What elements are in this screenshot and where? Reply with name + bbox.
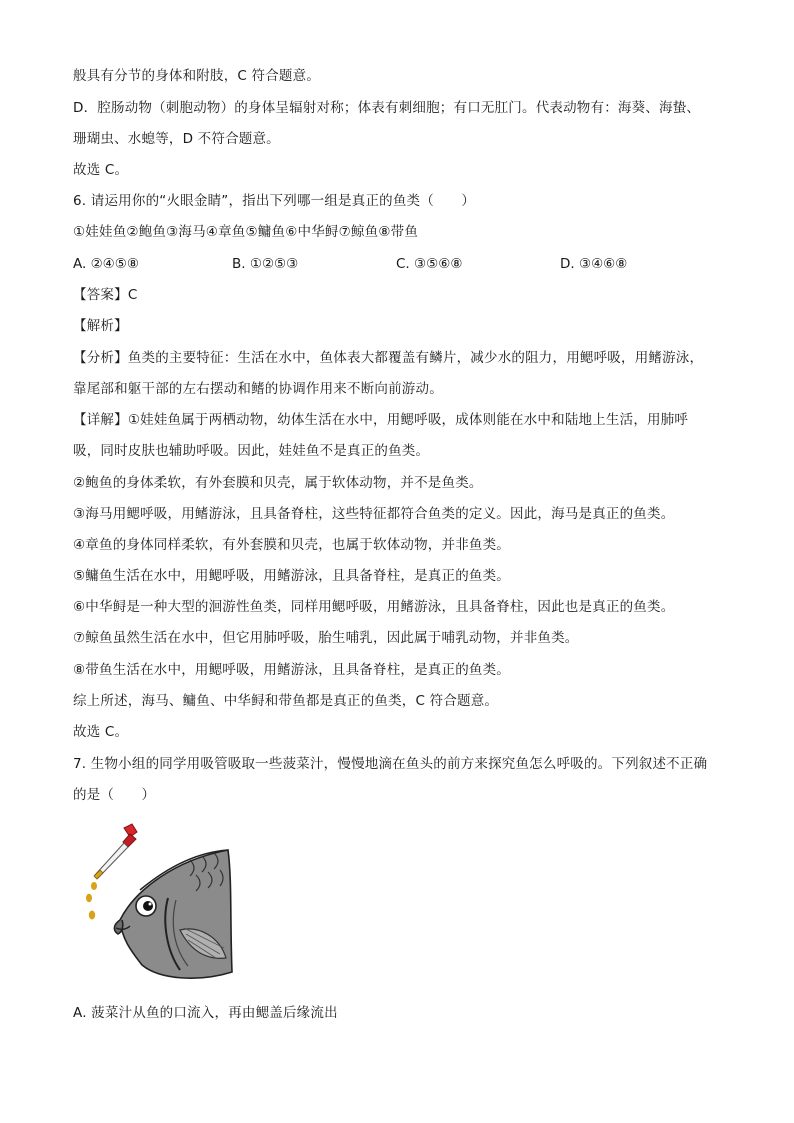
q7-option-a: A. 菠菜汁从鱼的口流入，再由鳃盖后缘流出 <box>73 1005 338 1021</box>
answer-value: C <box>127 287 138 303</box>
prev-choose: 故选 C。 <box>73 162 129 178</box>
q6-stem: 6. 请运用你的“火眼金睛”，指出下列哪一组是真正的鱼类（ ） <box>73 193 476 209</box>
detail-line-2: 吸，同时皮肤也辅助呼吸。因此，娃娃鱼不是真正的鱼类。 <box>73 443 430 459</box>
q6-choose: 故选 C。 <box>73 724 129 740</box>
q6-option-c: C. ③⑤⑥⑧ <box>396 256 463 272</box>
dropper-icon <box>94 824 137 879</box>
detail-label: 【详解】 <box>73 412 128 428</box>
fish-dropper-figure <box>80 820 240 990</box>
answer-tag: 【答案】 <box>73 287 128 303</box>
detail-item: ④章鱼的身体同样柔软，有外套膜和贝壳，也属于软体动物，并非鱼类。 <box>73 537 511 553</box>
q7-stem-line-1: 7. 生物小组的同学用吸管吸取一些菠菜汁，慢慢地滴在鱼头的前方来探究鱼怎么呼吸的。下列叙述不正确 <box>73 756 708 772</box>
analysis-tag: 【解析】 <box>73 318 128 334</box>
detail-item: ⑧带鱼生活在水中，用鳃呼吸，用鳍游泳，且具备脊柱，是真正的鱼类。 <box>73 662 511 678</box>
analysis-line-1 <box>73 348 703 368</box>
analysis-text-1: 鱼类的主要特征：生活在水中，鱼体表大都覆盖有鳞片，减少水的阻力，用鳃呼吸，用鳍游泳， <box>127 350 704 366</box>
detail-item: ③海马用鳃呼吸，用鳍游泳，且具备脊柱，这些特征都符合鱼类的定义。因此，海马是真正的鱼类。 <box>73 506 675 522</box>
detail-item: ⑦鲸鱼虽然生活在水中，但它用肺呼吸，胎生哺乳，因此属于哺乳动物，并非鱼类。 <box>73 630 579 646</box>
detail-item: ②鲍鱼的身体柔软，有外套膜和贝壳，属于软体动物，并不是鱼类。 <box>73 475 483 491</box>
detail-item: ⑤鳙鱼生活在水中，用鳃呼吸，用鳍游泳，且具备脊柱，是真正的鱼类。 <box>73 568 511 584</box>
q6-option-a: A. ②④⑤⑧ <box>73 256 139 272</box>
fish-head <box>114 850 232 978</box>
detail-item: ⑥中华鲟是一种大型的洄游性鱼类，同样用鳃呼吸，用鳍游泳，且具备脊柱，因此也是真正的鱼类。 <box>73 599 675 615</box>
q6-option-b: B. ①②⑤③ <box>232 256 299 272</box>
detail-line-1 <box>73 410 688 430</box>
analysis-label: 【分析】 <box>73 350 128 366</box>
q6-answer <box>73 285 137 305</box>
prev-line-3: 珊瑚虫、水螅等，D 不符合题意。 <box>73 131 280 147</box>
fish-illustration <box>80 820 240 990</box>
prev-line-1: 般具有分节的身体和附肢，C 符合题意。 <box>73 68 321 84</box>
summary: 综上所述，海马、鳙鱼、中华鲟和带鱼都是真正的鱼类，C 符合题意。 <box>73 693 499 709</box>
drop-3 <box>89 911 95 920</box>
detail-text-1: ①娃娃鱼属于两栖动物，幼体生活在水中，用鳃呼吸，成体则能在水中和陆地上生活，用肺呼 <box>127 412 689 428</box>
analysis-line-2: 靠尾部和躯干部的左右摆动和鳍的协调作用来不断向前游动。 <box>73 381 443 397</box>
q7-stem-line-2: 的是（ ） <box>73 787 156 803</box>
drop-1 <box>91 882 97 890</box>
drop-2 <box>86 894 92 902</box>
prev-line-2: D．腔肠动物（刺胞动物）的身体呈辐射对称；体表有刺细胞；有口无肛门。代表动物有：海葵、海蛰、 <box>73 100 701 116</box>
q6-items: ①娃娃鱼②鲍鱼③海马④章鱼⑤鳙鱼⑥中华鲟⑦鲸鱼⑧带鱼 <box>73 224 419 240</box>
q6-option-d: D. ③④⑥⑧ <box>560 256 628 272</box>
